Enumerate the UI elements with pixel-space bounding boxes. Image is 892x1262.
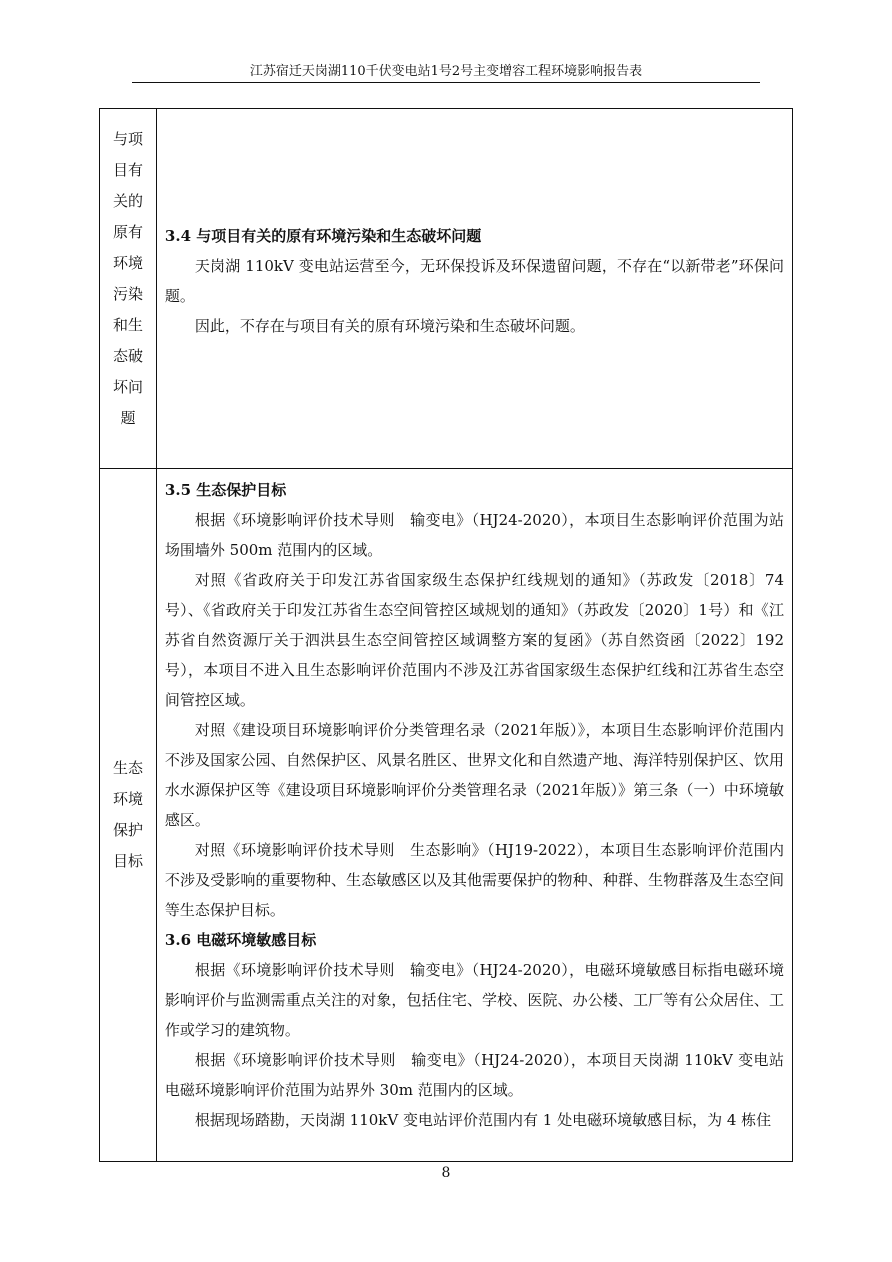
row-label: 生态环境保护目标 [112,759,143,870]
document-header-title: 江苏宿迁天岗湖110千伏变电站1号2号主变增容工程环境影响报告表 [249,64,643,79]
paragraph: 对照《建设项目环境影响评价分类管理名录（2021年版）》，本项目生态影响评价范围内不涉及国家公园、自然保护区、风景名胜区、世界文化和自然遗产地、海洋特别保护区、饮用水水源保护区等《建设项目环境影响评价分类管理名录（2021年版）》第三条（一）中环境敏感区。 [164,721,784,829]
paragraph: 根据现场踏勘，天岗湖 110kV 变电站评价范围内有 1 处电磁环境敏感目标，为 4 栋住 [194,1111,772,1129]
paragraph: 对照《省政府关于印发江苏省国家级生态保护红线规划的通知》（苏政发〔2018〕74 号）、《省政府关于印发江苏省生态空间管控区域规划的通知》（苏政发〔2020〕1号）和《江苏省自然资源厅关于泗洪县生态空间管控区域调整方案的复函》（苏自然资函〔2022〕192号），本项目不进入且生态影响评价范围内不涉及江苏省国家级生态保护红线和江苏省生态空间管控区域。 [164,571,784,709]
paragraph: 根据《环境影响评价技术导则 输变电》（HJ24-2020），本项目生态影响评价范围为站场围墙外 500m 范围内的区域。 [164,511,784,559]
paragraph: 因此，不存在与项目有关的原有环境污染和生态破坏问题。 [194,317,585,335]
section-heading: 3.5 生态保护目标 [164,481,287,499]
row-label-cell [100,469,157,1162]
row-label-cell [100,109,157,469]
page-number: 8 [441,1165,451,1181]
paragraph: 根据《环境影响评价技术导则 输变电》（HJ24-2020），电磁环境敏感目标指电磁环境影响评价与监测需重点关注的对象，包括住宅、学校、医院、办公楼、工厂等有公众居住、工作或学习的建筑物。 [164,961,784,1039]
report-table [99,108,793,1162]
row-content-cell [156,109,792,469]
section-heading: 3.4 与项目有关的原有环境污染和生态破坏问题 [164,227,482,245]
section-heading: 3.6 电磁环境敏感目标 [164,931,317,949]
paragraph: 天岗湖 110kV 变电站运营至今，无环保投诉及环保遗留问题，不存在“以新带老”环保问题。 [164,257,784,305]
header-divider [132,82,760,83]
paragraph: 对照《环境影响评价技术导则 生态影响》（HJ19-2022），本项目生态影响评价范围内不涉及受影响的重要物种、生态敏感区以及其他需要保护的物种、种群、生物群落及生态空间等生态保护目标。 [164,841,784,919]
paragraph: 根据《环境影响评价技术导则 输变电》（HJ24-2020），本项目天岗湖 110kV 变电站电磁环境影响评价范围为站界外 30m 范围内的区域。 [164,1051,784,1099]
table-row [100,109,793,469]
row-content-cell [156,469,792,1162]
row-label: 与项目有关的原有环境污染和生态破坏问题 [112,130,143,427]
table-row [100,469,793,1162]
